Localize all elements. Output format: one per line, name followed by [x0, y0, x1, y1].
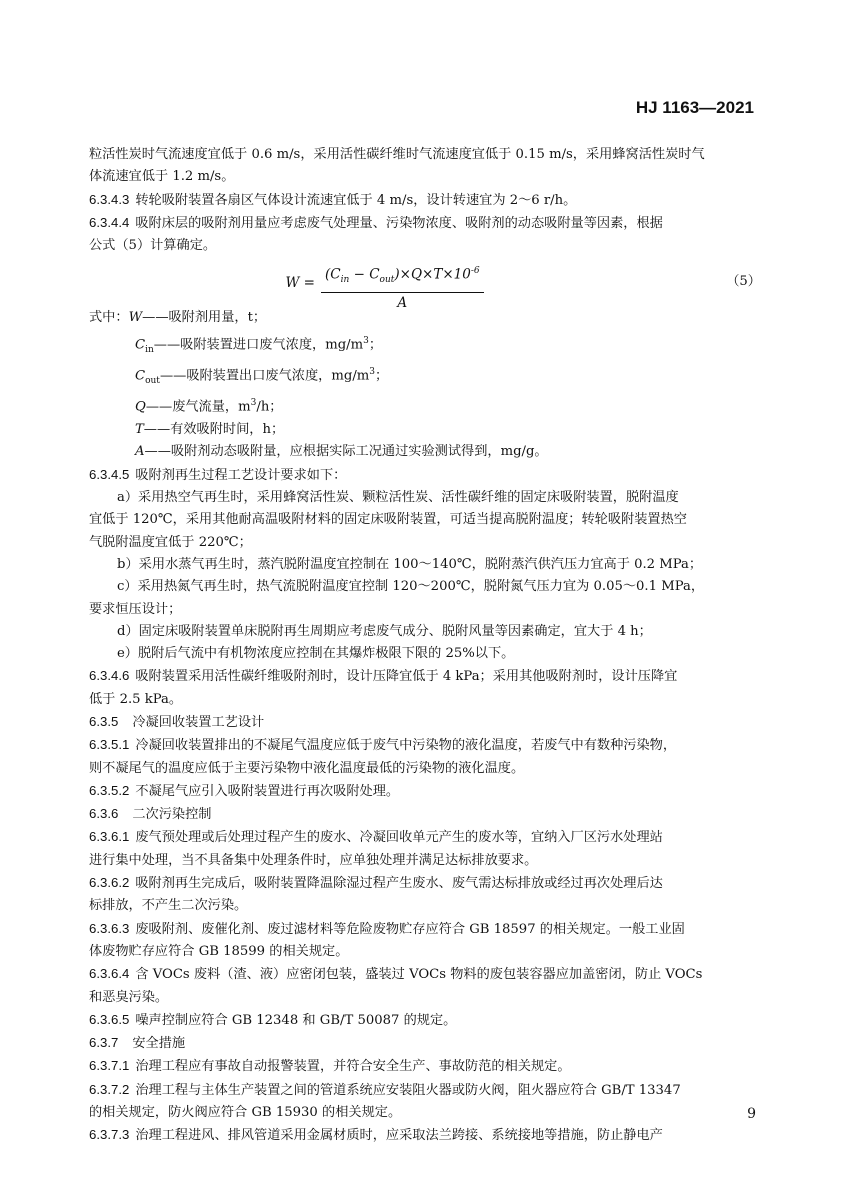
clause-6-3-7-1: 6.3.7.1 治理工程应有事故自动报警装置，并符合安全生产、事故防范的相关规定。: [89, 1058, 571, 1075]
list-item-b: b）采用水蒸气再生时，蒸汽脱附温度宜控制在 100～140℃，脱附蒸汽供汽压力宜高于 0.2 MPa；: [117, 556, 703, 572]
clause-number: 6.3.4.3: [89, 191, 130, 207]
standard-number: HJ 1163—2021: [635, 98, 754, 117]
text-line: 粒活性炭时气流速度宜低于 0.6 m/s，采用活性碳纤维时气流速度宜低于 0.15 m/s，采用蜂窝活性炭时气: [89, 147, 705, 162]
where-line-Cout: $C_{out}——$吸附装置出口废气浓度，$mg/m^3$；: [135, 367, 389, 387]
clause-6-3-6-2: 6.3.6.2 吸附剂再生完成后，吸附装置降温除湿过程产生废水、废气需达标排放或经过再次处理后达: [89, 875, 663, 892]
clause-6-3-7-2: 6.3.7.2 治理工程与主体生产装置之间的管道系统应安装阻火器或防火阀，阻火器应符合 GB/T 13347: [89, 1081, 681, 1098]
clause-6-3-4-5: 6.3.4.5 吸附剂再生过程工艺设计要求如下：: [89, 466, 347, 483]
clause-number: 6.3.4.4: [89, 214, 130, 230]
clause-6-3-6-4: 6.3.6.4 含 VOCs 废料（渣、液）应密闭包装，盛装过 VOCs 物料的废包装容器应加盖密闭，防止 VOCs: [89, 966, 703, 983]
section-6-3-7: 6.3.7 安全措施: [89, 1035, 186, 1052]
clause-6-3-4-4: [89, 212, 761, 235]
text-line: 公式（5）计算确定。: [89, 238, 217, 254]
where-line-A: A——吸附剂动态吸附量，应根据实际工况通过实验测试得到，mg/g。: [135, 444, 548, 460]
clause-6-3-6-5: 6.3.6.5 噪声控制应符合 GB 12348 和 GB/T 50087 的规定。: [89, 1011, 457, 1028]
text-line: 则不凝尾气的温度应低于主要污染物中液化温度最低的污染物的液化温度。: [89, 760, 525, 776]
clause-text: 吸附床层的吸附剂用量应考虑废气处理量、污染物浓度、吸附剂的动态吸附量等因素，根据: [135, 215, 663, 231]
formula-numerator: $(C_{in} - C_{out})\times Q\times T\times 10^{-6}$: [321, 261, 484, 292]
clause-6-3-7-3: 6.3.7.3 治理工程进风、排风管道采用金属材质时，应采取法兰跨接、系统接地等措施，防止静电产: [89, 1127, 663, 1144]
clause-6-3-6-1: 6.3.6.1 废气预处理或后处理过程产生的废水、冷凝回收单元产生的废水等，宜纳入厂区污水处理站: [89, 829, 663, 846]
where-line-Q: Q——废气流量，$m^3/h$；: [135, 398, 283, 415]
where-line-T: T——有效吸附时间，h；: [135, 422, 285, 438]
clause-text: 转轮吸附装置各扇区气体设计流速宜低于 4 m/s，设计转速宜为 2～6 r/h。: [135, 192, 577, 208]
section-6-3-6: 6.3.6 二次污染控制: [89, 806, 212, 823]
list-item-e: e）脱附后气流中有机物浓度应控制在其爆炸极限下限的 25%以下。: [117, 646, 515, 662]
where-line-W: 式中：W——吸附剂用量，t；: [89, 310, 267, 326]
text-line: 低于 2.5 kPa。: [89, 691, 183, 707]
clause-6-3-4-6: 6.3.4.6 吸附装置采用活性碳纤维吸附剂时，设计压降宜低于 4 kPa；采用其他吸附剂时，设计压降宜: [89, 668, 678, 685]
clause-6-3-5-2: 6.3.5.2 不凝尾气应引入吸附装置进行再次吸附处理。: [89, 782, 400, 799]
clause-6-3-4-3: [89, 189, 761, 212]
section-6-3-5: 6.3.5 冷凝回收装置工艺设计: [89, 713, 265, 730]
clause-6-3-6-3: 6.3.6.3 废吸附剂、废催化剂、废过滤材料等危险废物贮存应符合 GB 18597 的相关规定。一般工业固: [89, 920, 685, 937]
text-line: 标排放，不产生二次污染。: [89, 898, 248, 914]
page-body: [89, 144, 761, 1148]
formula-fraction: [285, 261, 484, 312]
text-line: 体流速宜低于 1.2 m/s。: [89, 169, 235, 185]
text-line: 宜低于 120℃，采用其他耐高温吸附材料的固定床吸附装置，可适当提高脱附温度；转轮吸附装置热空: [89, 512, 687, 528]
formula-5: [89, 259, 761, 311]
formula-lhs: W =: [285, 275, 315, 292]
page-number: 9: [747, 1106, 756, 1122]
text-line: 气脱附温度宜低于 220℃；: [89, 534, 252, 550]
list-item-a: a）采用热空气再生时，采用蜂窝活性炭、颗粒活性炭、活性碳纤维的固定床吸附装置，脱附温度: [117, 490, 679, 506]
formula-denominator: A: [397, 294, 408, 311]
text-line: 和恶臭污染。: [89, 989, 169, 1005]
text-line: 进行集中处理，当不具备集中处理条件时，应单独处理并满足达标排放要求。: [89, 852, 538, 868]
where-line-Cin: $C_{in}——$吸附装置进口废气浓度，$mg/m^3$；: [135, 335, 383, 355]
clause-6-3-5-1: 6.3.5.1 冷凝回收装置排出的不凝尾气温度应低于废气中污染物的液化温度，若废气中有数种污染物，: [89, 737, 677, 754]
equation-number: （5）: [726, 274, 761, 290]
list-item-c: c）采用热氮气再生时，热气流脱附温度宜控制 120～200℃，脱附氮气压力宜为 0.05～0.1 MPa，: [117, 579, 705, 595]
text-line: 体废物贮存应符合 GB 18599 的相关规定。: [89, 943, 349, 959]
list-item-d: d）固定床吸附装置单床脱附再生周期应考虑废气成分、脱附风量等因素确定，宜大于 4 h；: [117, 623, 652, 639]
text-line: 要求恒压设计；: [89, 601, 182, 617]
text-line: 的相关规定，防火阀应符合 GB 15930 的相关规定。: [89, 1105, 402, 1121]
